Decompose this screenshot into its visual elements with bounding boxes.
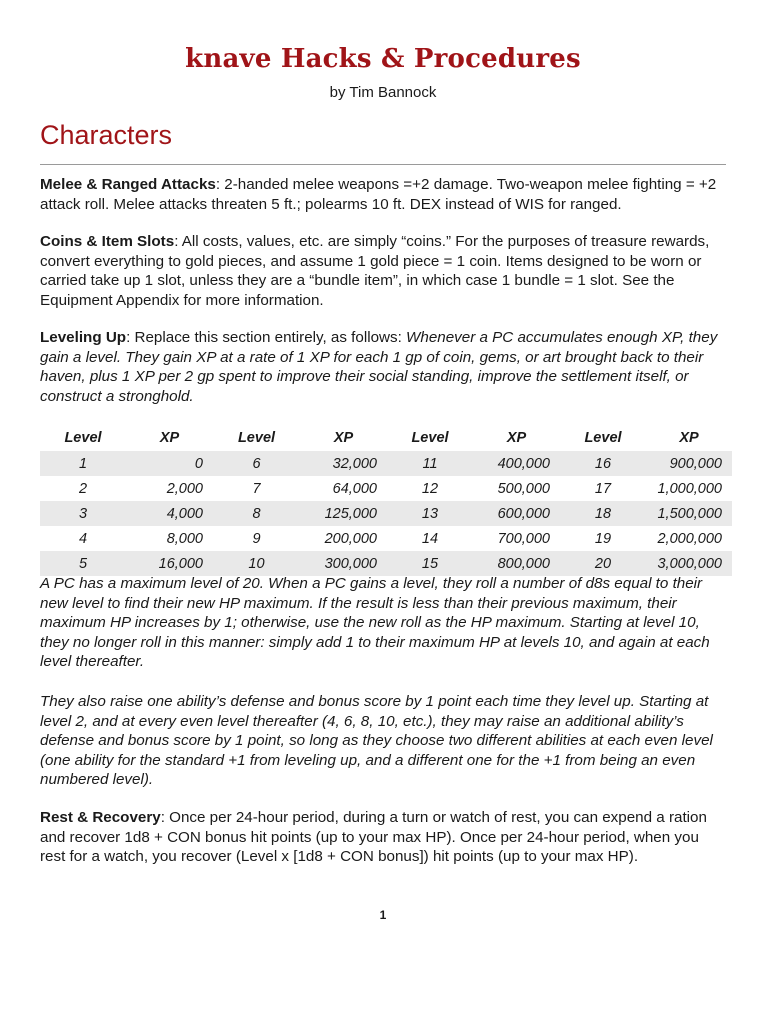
paragraph-term: Rest & Recovery (40, 809, 161, 826)
level-cell: 18 (560, 501, 646, 526)
xp-cell: 2,000 (166, 480, 203, 497)
level-cell: 15 (387, 551, 473, 576)
paragraph-text: : Once per 24-hour period, during a turn or watch of rest, you can expend a ration and recover 1d8 + CON bonus hit points (up to your max HP). Once per 24-hour period, when you rest for a watch, you recover (Level x [1d8 + CON bonus]) hit points (up to your max HP). (40, 809, 707, 866)
level-cell: 14 (421, 530, 439, 547)
level-cell: 13 (387, 501, 473, 526)
paragraph-term: Melee & Ranged Attacks (40, 176, 216, 193)
xp-cell: 900,000 (646, 451, 732, 476)
xp-cell: 125,000 (300, 501, 387, 526)
paragraph-text: : All costs, values, etc. are simply “coins.” For the purposes of treasure rewards, convert everything to gold pieces, and assume 1 gold piece = 1 coin. Items designed to be worn or carried take up 1 slot, unless they are a “bundle item”, in which case 1 bundle = 1 slot. See the Equipment Appendix for more information. (40, 233, 710, 309)
level-cell: 7 (252, 480, 261, 497)
xp-cell: 1,500,000 (646, 501, 732, 526)
xp-cell: 300,000 (300, 551, 387, 576)
melee-ranged-paragraph (40, 175, 726, 214)
table-header: Level (64, 429, 102, 446)
leveling-up-paragraph (40, 328, 726, 406)
level-cell: 2 (78, 480, 88, 497)
xp-cell: 2,000,000 (657, 530, 722, 547)
table-row (40, 476, 732, 501)
table-header: XP (159, 429, 180, 446)
coins-slots-paragraph (40, 232, 726, 310)
xp-cell: 4,000 (126, 501, 213, 526)
paragraph-text: : Replace this section entirely, as follows: (126, 329, 407, 346)
table-header: Level (237, 429, 276, 446)
ability-increase-paragraph: They also raise one ability’s defense and bonus score by 1 point each time they level up. Starting at level 2, and at every even level thereafter (4, 6, 8, 10, etc.), they may raise an additional ability’s defense and bonus score by 1 point, so long as they choose two different abilities at each even level (one ability for the standard +1 from leveling up, and a different one for the +1 from being an even numbered level). (40, 693, 713, 789)
level-cell: 11 (387, 451, 473, 476)
table-header: XP (506, 429, 527, 446)
table-header-row (40, 424, 732, 451)
xp-cell: 16,000 (126, 551, 213, 576)
paragraph-term: Leveling Up (40, 329, 127, 346)
section-heading: Characters (40, 120, 173, 150)
xp-cell: 500,000 (497, 480, 550, 497)
level-cell: 3 (40, 501, 126, 526)
xp-cell: 600,000 (473, 501, 560, 526)
xp-cell: 0 (126, 451, 213, 476)
paragraph-italic-text: Whenever a PC accumulates enough XP, they gain a level. They gain XP at a rate of 1 XP for each 1 gp of coin, gems, or art brought back to their haven, plus 1 XP per 2 gp spent to improve their social standing, improve the settlement itself, or construct a stronghold. (40, 329, 718, 405)
level-cell: 9 (252, 530, 261, 547)
paragraph-text: : 2-handed melee weapons =+2 damage. Two-weapon melee fighting = +2 attack roll. Melee attacks threaten 5 ft.; polearms 10 ft. DEX instead of WIS for ranged. (40, 176, 717, 213)
level-cell: 12 (421, 480, 439, 497)
table-header: Level (584, 429, 622, 446)
level-cell: 5 (40, 551, 126, 576)
xp-cell: 3,000,000 (646, 551, 732, 576)
xp-cell: 200,000 (324, 530, 377, 547)
xp-cell: 8,000 (166, 530, 203, 547)
level-cell: 4 (78, 530, 88, 547)
table-header: Level (411, 429, 449, 446)
level-cell: 1 (40, 451, 126, 476)
level-cell: 8 (213, 501, 300, 526)
xp-cell: 32,000 (300, 451, 387, 476)
xp-cell: 1,000,000 (657, 480, 722, 497)
level-cell: 20 (560, 551, 646, 576)
section-divider (40, 164, 726, 165)
level-cell: 10 (213, 551, 300, 576)
table-row (40, 526, 732, 551)
rest-recovery-paragraph (40, 808, 726, 867)
level-cell: 16 (560, 451, 646, 476)
level-cell: 6 (213, 451, 300, 476)
xp-cell: 700,000 (497, 530, 550, 547)
level-cell: 19 (594, 530, 612, 547)
table-header: XP (679, 429, 699, 446)
table-header: XP (333, 429, 354, 446)
xp-cell: 64,000 (332, 480, 377, 497)
table-row (40, 501, 732, 526)
xp-cell: 800,000 (473, 551, 560, 576)
paragraph-term: Coins & Item Slots (40, 233, 175, 250)
table-row (40, 551, 732, 576)
document-title: knave Hacks & Procedures (185, 44, 581, 74)
xp-level-table (40, 424, 732, 576)
page-number: 1 (379, 908, 387, 922)
max-level-paragraph: A PC has a maximum level of 20. When a PC gains a level, they roll a number of d8s equal to their new level to find their new HP maximum. If the result is less than their previous maximum, their maximum HP increases by 1; otherwise, use the new roll as the HP maximum. Starting at level 10, they no longer roll in this manner: simply add 1 to their maximum HP at levels 10, and again at each level thereafter. (40, 575, 710, 671)
xp-cell: 400,000 (473, 451, 560, 476)
level-cell: 17 (594, 480, 612, 497)
table-row (40, 451, 732, 476)
author-byline: by Tim Bannock (329, 84, 437, 101)
